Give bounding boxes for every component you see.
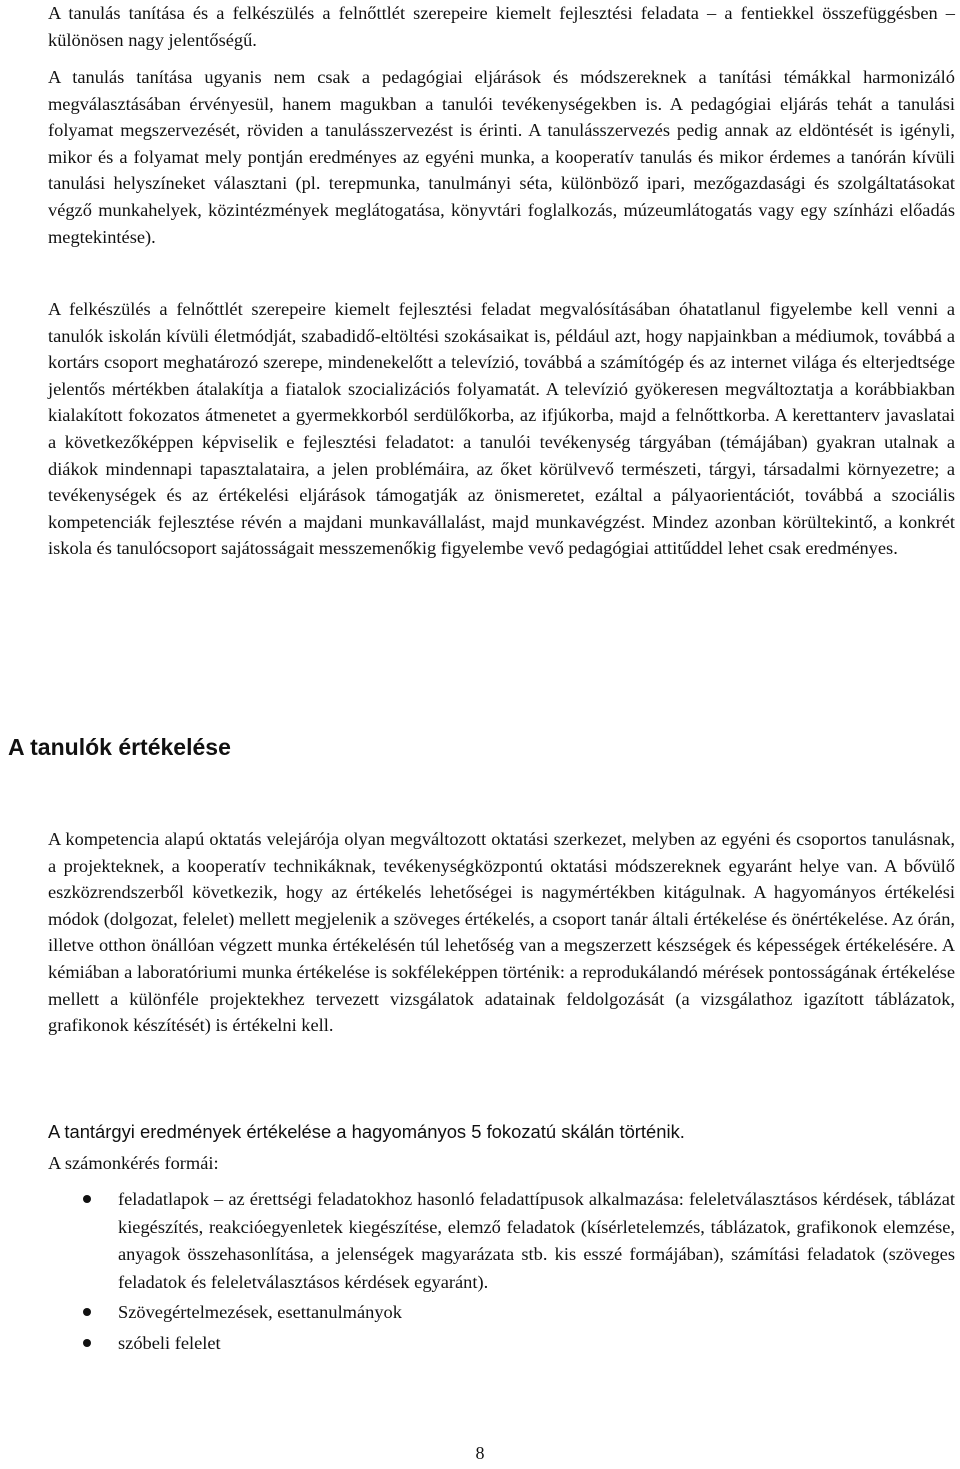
adulthood-preparation-paragraph: A felkészülés a felnőttlét szerepeire kiemelt fejlesztési feladat megvalósításában óhatatlanul figyelembe kell venni a tanulók iskolán kívüli életmódját, szabadidő-eltöltési szokásaikat is, például azt, hogy napjainkban a médiumok, továbbá a kortárs csoport meghatározó szerepe, mindenekelőtt a televízió, továbbá a számítógép és az internet világa és elterjedtsége jelentős mértékben átalakítja a fiatalok szocializációs folyamatát. A televízió gyökeresen megváltoztatja a korábbiakban kialakított fokozatos átmenetet a gyermekkorból serdülőkorba, az ifjúkorba, majd a felnőttkorba. A kerettanterv javaslatai a következőképpen képviselik e fejlesztési feladatot: a tanulói tevékenység tárgyában (témájában) gyakran utalnak a diákok mindennapi tapasztalataira, a jelen problémáira, az őket körülvevő természeti, tárgyi, társadalmi környezetre; a tevékenységek és az értékelési eljárások támogatják az önismeretet, ezáltal a pályaorientációt, továbbá a szociális kompetenciák fejlesztése révén a majdani munkavállalást, majd munkavégzést. Mindez azonban körültekintő, a konkrét iskola és tanulócsoport sajátosságait messzemenőkig figyelembe vevő pedagógiai attitűddel lehet csak eredményes.	[48, 299, 955, 559]
assessment-paragraph: A kompetencia alapú oktatás velejárója olyan megváltozott oktatási szerkezet, melyben az egyéni és csoportos tanulásnak, a projekteknek, a kooperatív technikáknak, tevékenységközpontú oktatási módszereknek egyaránt helye van. A bővülő eszközrendszerből következik, hogy az értékelés lehetőségei is nagymértékben kitágulnak. A hagyományos értékelési módok (dolgozat, felelet) mellett megjelenik a szöveges értékelés, a csoport tanár általi értékelése és önértékelése. Az órán, illetve otthon önállóan végzett munka értékelésén túl lehetőség van a megszerzett készségek és képességek értékelésére. A kémiában a laboratóriumi munka értékelése is sokféleképpen történik: a reprodukálandó mérések pontosságának értékelése mellett a különféle projektekhez tervezett vizsgálatok adatainak feldolgozását (a vizsgálathoz igazított táblázatok, grafikonok készítését) is értékelni kell.	[48, 829, 955, 1036]
section-heading: A tanulók értékelése	[8, 734, 231, 760]
grading-scale-line: A tantárgyi eredmények értékelése a hagyományos 5 fokozatú skálán történik.	[48, 1121, 685, 1142]
bullet-icon	[83, 1339, 91, 1347]
intro-paragraph: A tanulás tanítása és a felkészülés a felnőttlét szerepeire kiemelt fejlesztési feladata – a fentiekkel összefüggésben – különösen nagy jelentőségű.	[48, 3, 955, 50]
list-item-text: Szövegértelmezések, esettanulmányok	[118, 1302, 402, 1322]
assessment-forms-list	[0, 1186, 960, 1357]
list-item	[0, 1299, 955, 1327]
bullet-icon	[83, 1308, 91, 1316]
bullet-icon	[83, 1195, 91, 1203]
list-item-text: szóbeli felelet	[118, 1332, 221, 1353]
list-item	[0, 1330, 955, 1358]
list-item-text: feladatlapok – az érettségi feladatokhoz hasonló feladattípusok alkalmazása: feleletválasztásos kérdések, táblázat kiegészítés, reakcióegyenletek kiegészítése, elemző feladatok (kísérletelemzés, táblázatok, grafikonok elemzése, anyagok összehasonlítása, a jelenségek magyarázata stb. kis esszé formájában), számítási feladatok (szöveges feladatok és feleletválasztásos kérdések egyaránt).	[118, 1189, 955, 1292]
learning-organization-paragraph: A tanulás tanítása ugyanis nem csak a pedagógiai eljárások és módszereknek a tanítási témákkal harmonizáló megválasztásában érvényesül, hanem magukban a tanulói tevékenységekben is. A pedagógiai eljárás tehát a tanulási folyamat megszervezését, röviden a tanulásszervezést is érinti. A tanulásszervezés pedig annak az eldöntését is igényli, mikor és a folyamat mely pontján eredményes az egyéni munka, a kooperatív tanulás és mikor érdemes a tanórán kívüli tanulási helyszíneket választani (pl. terepmunka, tanulmányi séta, különböző ipari, mezőgazdasági és szolgáltatásokat végző munkahelyek, közintézmények meglátogatása, könyvtári foglalkozás, múzeumlátogatás vagy egy színházi előadás megtekintése).	[48, 67, 955, 247]
assessment-forms-label: A számonkérés formái:	[48, 1153, 219, 1173]
list-item	[0, 1186, 955, 1296]
page-number: 8	[475, 1443, 485, 1463]
